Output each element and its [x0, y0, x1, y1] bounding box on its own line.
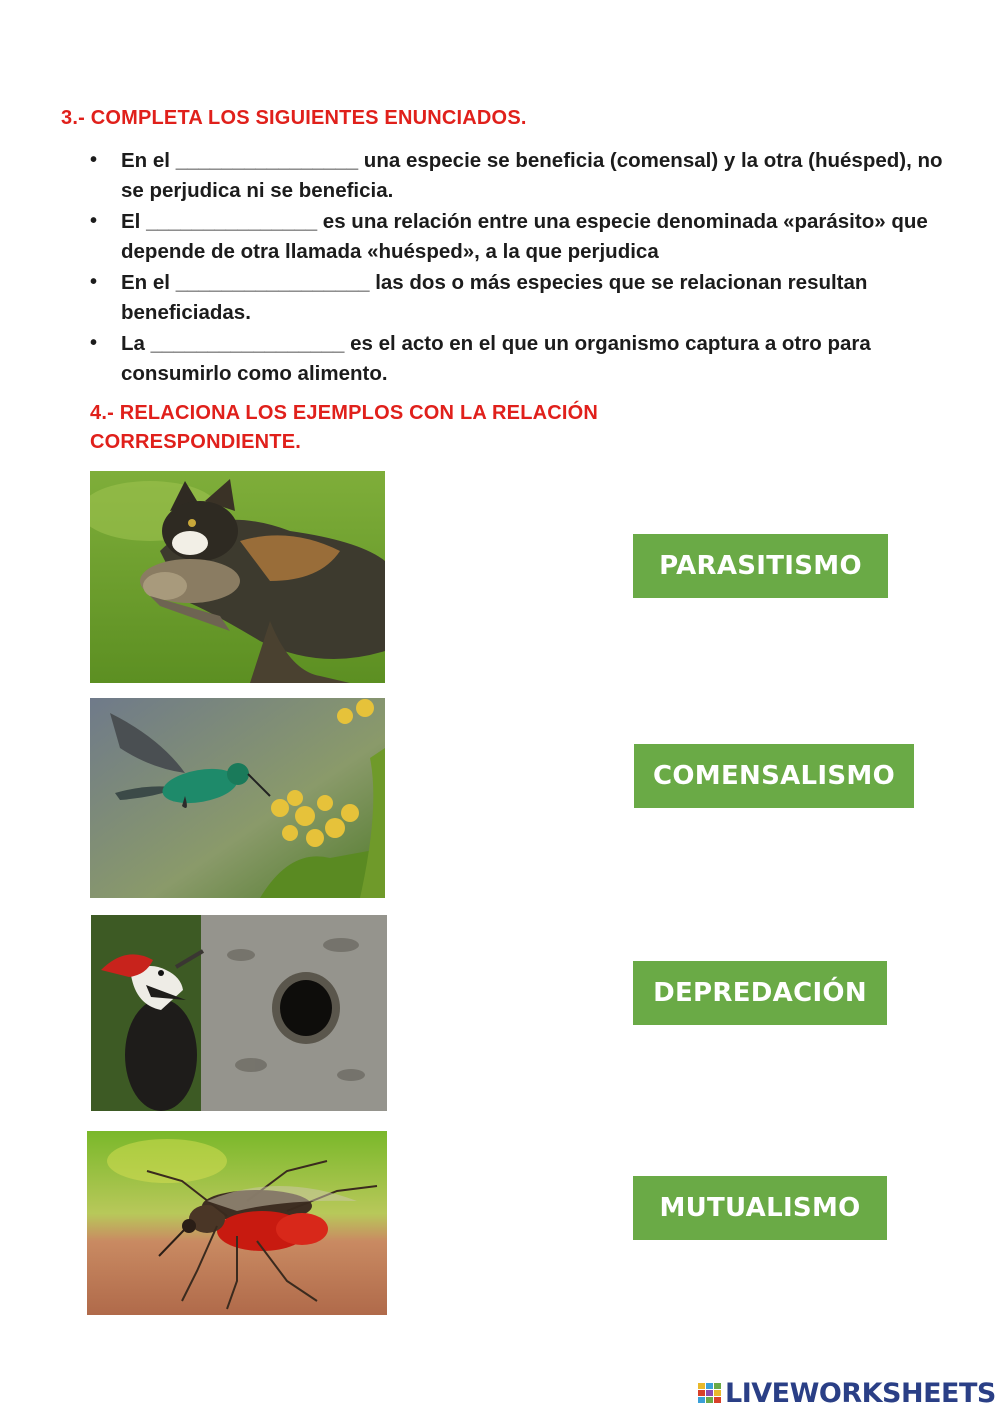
photo-mosquito-on-skin[interactable]	[87, 1131, 387, 1315]
photo-woodpecker-at-tree-hole[interactable]	[91, 915, 387, 1111]
photo-cat-catching-bird[interactable]	[90, 471, 385, 683]
statement-text: las dos o más especies que se relacionan resultan beneficiadas.	[121, 271, 868, 324]
photo-hummingbird-and-flower[interactable]	[90, 698, 385, 898]
option-comensalismo[interactable]: COMENSALISMO	[634, 744, 914, 808]
answer-blank[interactable]: _________________	[150, 332, 345, 355]
statement-text: es una relación entre una especie denominada «parásito» que depende de otra llamada «huésped», a la que perjudica	[121, 210, 928, 263]
answer-blank[interactable]: _______________	[146, 210, 318, 233]
statements-list	[90, 146, 950, 390]
answer-blank[interactable]: ________________	[175, 149, 359, 172]
statement-text: una especie se beneficia (comensal) y la otra (huésped), no se perjudica ni se beneficia.	[121, 149, 943, 202]
statement-text: El	[121, 210, 147, 233]
section-3-heading: 3.- COMPLETA LOS SIGUIENTES ENUNCIADOS.	[61, 107, 527, 129]
option-mutualismo[interactable]: MUTUALISMO	[633, 1176, 887, 1240]
statement-mutualismo	[90, 268, 950, 327]
answer-blank[interactable]: _________________	[175, 271, 370, 294]
brand-logo	[697, 1375, 996, 1411]
statement-depredacion	[90, 329, 950, 388]
brand-name: LIVEWORKSHEETS	[725, 1377, 996, 1409]
statement-text: es el acto en el que un organismo captura a otro para consumirlo como alimento.	[121, 332, 871, 385]
statement-comensalismo	[90, 146, 950, 205]
liveworksheets-mark-icon	[697, 1380, 723, 1406]
statement-text: En el	[121, 271, 176, 294]
statement-text: En el	[121, 149, 176, 172]
cat-image	[90, 471, 385, 683]
option-parasitismo[interactable]: PARASITISMO	[633, 534, 888, 598]
mosquito-image	[87, 1131, 387, 1315]
hummingbird-image	[90, 698, 385, 898]
woodpecker-image	[91, 915, 387, 1111]
section-4-heading: 4.- RELACIONA LOS EJEMPLOS CON LA RELACIÓN CORRESPONDIENTE.	[90, 402, 599, 453]
option-depredacion[interactable]: DEPREDACIÓN	[633, 961, 887, 1025]
statement-text: La	[121, 332, 151, 355]
statement-parasitismo	[90, 207, 950, 266]
